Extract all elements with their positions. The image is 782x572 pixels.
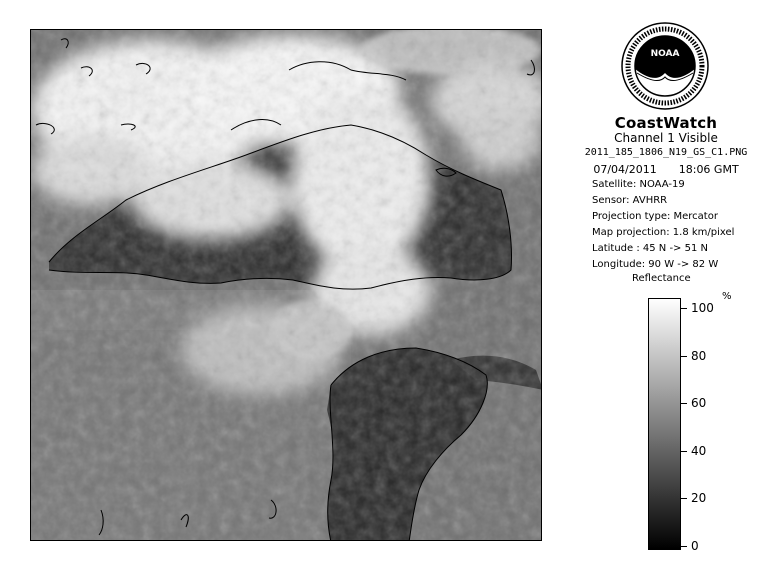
satellite-info: Satellite: NOAA-19 [592, 179, 685, 190]
brand-title: CoastWatch [614, 114, 718, 132]
longitude-info: Longitude: 90 W -> 82 W [592, 259, 719, 270]
colorbar-tick [681, 498, 687, 499]
colorbar-tick [681, 308, 687, 309]
acquisition-datetime [560, 163, 772, 176]
channel-label: Channel 1 Visible [614, 131, 718, 145]
noaa-logo-text: NOAA [650, 49, 680, 59]
colorbar-tick-label: 40 [691, 443, 707, 458]
colorbar-title: Reflectance [632, 273, 691, 284]
satellite-image [30, 29, 542, 541]
sensor-info: Sensor: AVHRR [592, 195, 668, 206]
reflectance-colorbar [648, 298, 681, 550]
colorbar-tick-label: 0 [691, 539, 699, 553]
projection-type-info: Projection type: Mercator [592, 211, 718, 222]
noaa-logo [620, 21, 710, 111]
colorbar-tick [681, 356, 687, 357]
colorbar-ticks [681, 298, 741, 553]
file-name: 2011_185_1806_N19_GS_C1.PNG [584, 147, 748, 158]
colorbar-tick-label: 100 [691, 301, 714, 315]
colorbar-tick-label: 20 [691, 491, 707, 506]
colorbar-unit: % [722, 291, 732, 302]
colorbar-tick [681, 451, 687, 452]
colorbar-tick [681, 403, 687, 404]
colorbar-tick-label: 60 [691, 396, 707, 411]
acquisition-time: 18:06 GMT [678, 163, 739, 176]
colorbar-tick-label: 80 [691, 348, 707, 363]
colorbar-tick [681, 546, 687, 547]
latitude-info: Latitude : 45 N -> 51 N [592, 243, 708, 254]
acquisition-date: 07/04/2011 [593, 163, 657, 176]
map-projection-info: Map projection: 1.8 km/pixel [592, 227, 735, 238]
